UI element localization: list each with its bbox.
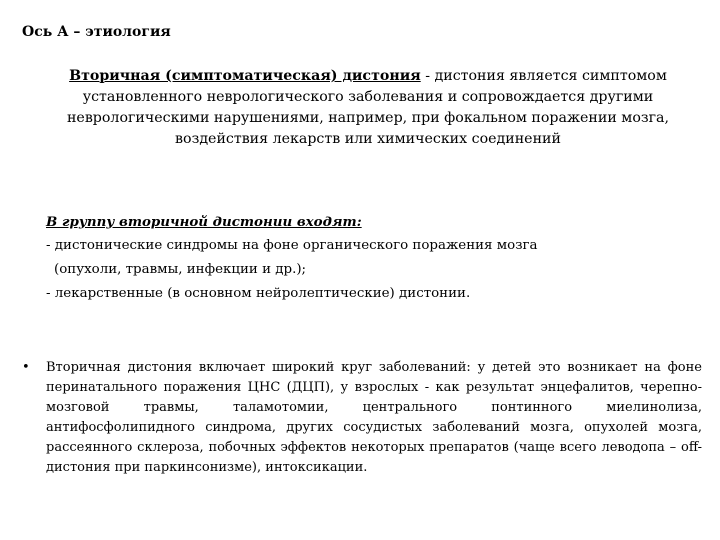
definition-paragraph [44,66,692,150]
bullet-paragraph [22,358,702,478]
group-heading: В группу вторичной дистонии входят: [46,214,362,230]
slide-title: Ось А – этиология [22,24,171,40]
group-item: - дистонические синдромы на фоне органического поражения мозга [46,238,538,253]
bullet-text: Вторичная дистония включает широкий круг заболеваний: у детей это возникает на фоне перинатального поражения ЦНС (ДЦП), у взрослых - как результат энцефалитов, черепно-мозговой травмы, таламотомии, центрального понтинного миелинолиза, антифосфолипидного синдрома, других сосудистых заболеваний мозга, опухолей мозга, рассеянного склероза, побочных эффектов некоторых препаратов (чаще всего леводопа – off-дистония при паркинсонизме), интоксикации. [46,360,702,475]
group-item: - лекарственные (в основном нейролептические) дистонии. [46,286,471,301]
definition-text: - дистония является симптомом установленного неврологического заболевания и сопровождается другими неврологическими нарушениями, например, при фокальном поражении мозга, воздействия лекарств или химических соединений [66,68,670,147]
group-item: (опухоли, травмы, инфекции и др.); [54,262,307,277]
secondary-dystonia-group [46,210,686,306]
bullet-marker: • [22,360,30,375]
definition-term: Вторичная (симптоматическая) дистония [69,68,421,84]
